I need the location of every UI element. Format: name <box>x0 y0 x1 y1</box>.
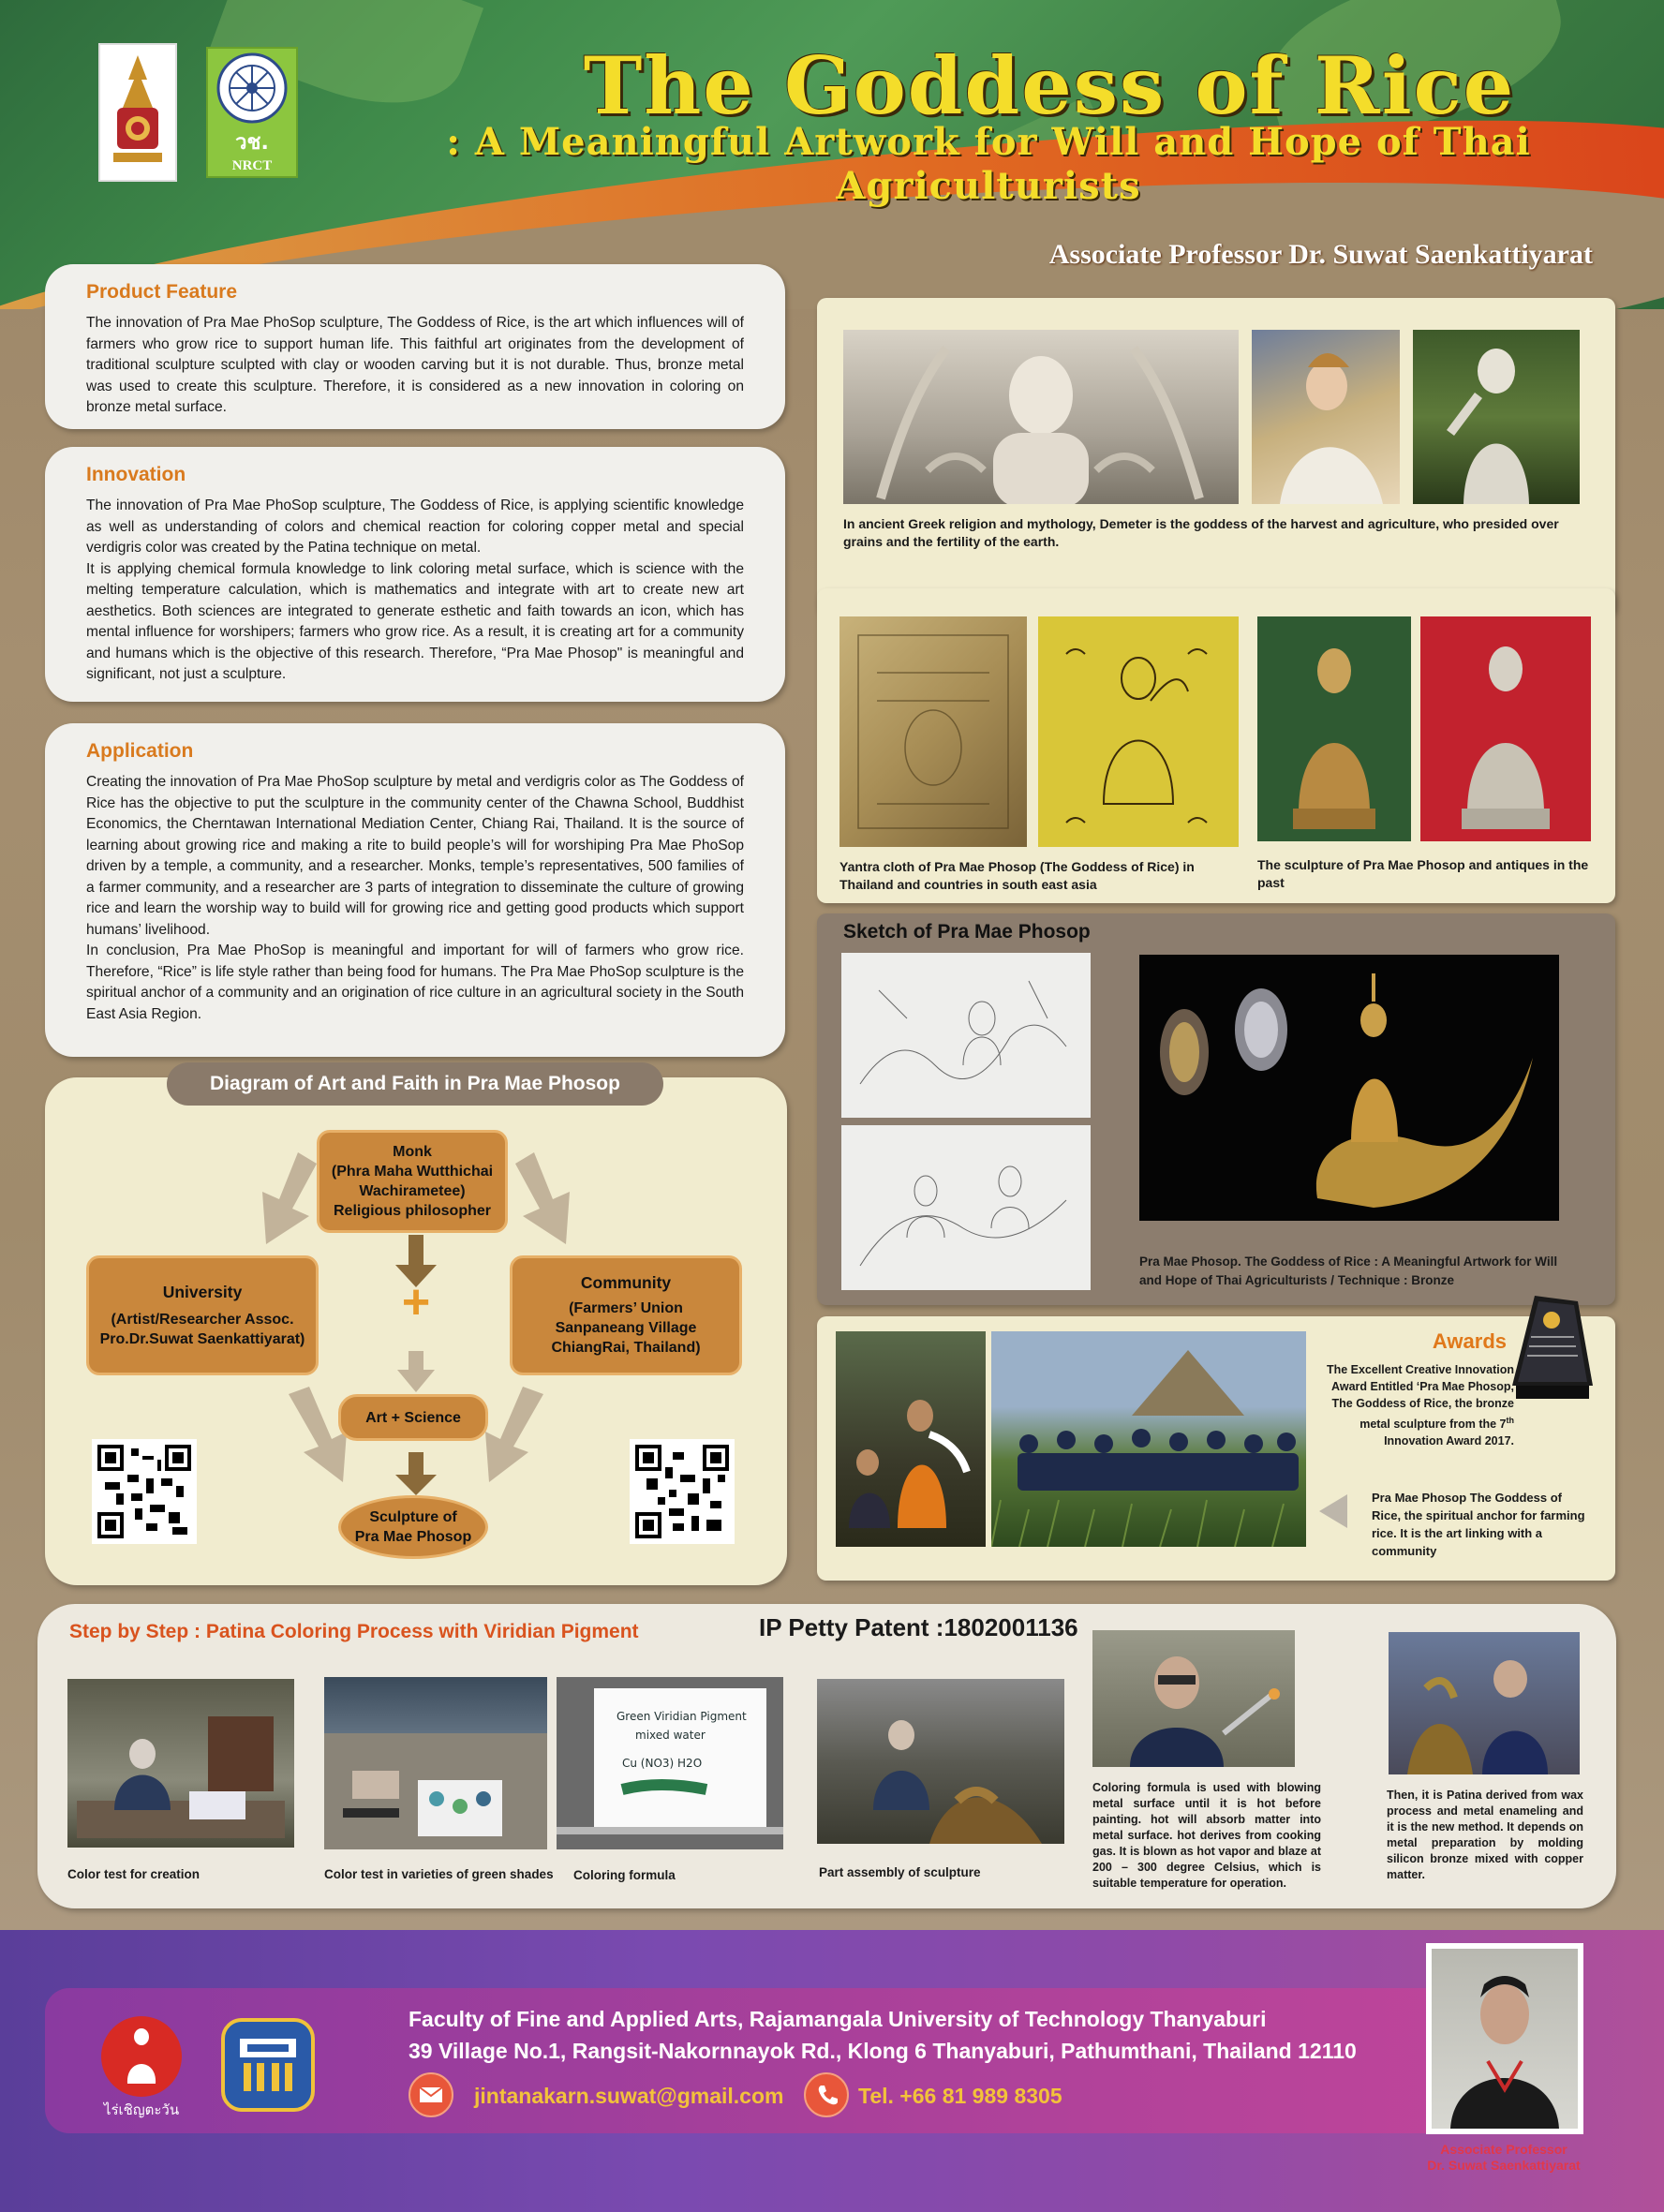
application-heading: Application <box>86 740 194 762</box>
step-photo-assembly <box>817 1679 1064 1844</box>
diagram-node-monk: Monk (Phra Maha Wutthichai Wachirametee) Religious philosopher <box>317 1130 508 1233</box>
product-feature-panel <box>45 264 785 429</box>
contact-email[interactable]: jintanakarn.suwat@gmail.com <box>474 2084 784 2108</box>
award-trophy-icon <box>1507 1292 1597 1408</box>
product-feature-heading: Product Feature <box>86 281 238 303</box>
rmutt-logo <box>98 43 177 182</box>
step-photo-formula <box>557 1677 783 1849</box>
innovation-panel <box>45 447 785 702</box>
phone-icon <box>804 2072 849 2117</box>
demeter-caption: In ancient Greek religion and mythology, Demeter is the goddess of the harvest and agriculture, who presided over grains and the fertility of the earth. <box>843 516 1559 549</box>
portrait-caption: Associate Professor Dr. Suwat Saenkattiyarat <box>1427 2142 1581 2173</box>
antique-caption: The sculpture of Pra Mae Phosop and antiques in the past <box>1257 857 1589 890</box>
awards-panel <box>817 1316 1615 1581</box>
antique-sculpture-photo-2 <box>1420 616 1591 841</box>
diagram-title: Diagram of Art and Faith in Pra Mae Phosop <box>167 1062 663 1106</box>
yantra-cloth-photo-2 <box>1038 616 1239 847</box>
nrct-logo <box>206 47 298 178</box>
nrct-logo-text: NRCT <box>231 158 273 173</box>
poster-subtitle: : A Meaningful Artwork for Will and Hope of Thai Agriculturists <box>446 120 1531 208</box>
rai-choen-tawan-caption: ไร่เชิญตะวัน <box>103 2101 180 2118</box>
yantra-cloth-photo-1 <box>839 616 1027 847</box>
patent-number: IP Petty Patent :1802001136 <box>759 1613 1078 1641</box>
footer-faculty: Faculty of Fine and Applied Arts, Rajamangala University of Technology Thanyaburi <box>409 2007 1267 2031</box>
email-icon <box>409 2072 453 2117</box>
product-feature-text: The innovation of Pra Mae PhoSop sculpture, The Goddess of Rice, is the art which influences will of farmers who grow rice to support human life. This faithful art originates from the development of traditional sculpture sculpted with clay or wooden carving but it is not durable. Thus, bronze metal was used to create this sculpture. Therefore, it is considered as a new innovation in coloring on bronze metal surface. <box>86 315 744 415</box>
sculpture-caption: Pra Mae Phosop. The Goddess of Rice : A Meaningful Artwork for Will and Hope of Thai Agriculturists / Technique : Bronze <box>1139 1254 1558 1287</box>
diagram-node-university: University (Artist/Researcher Assoc. Pro.Dr.Suwat Saenkattiyarat) <box>86 1255 319 1375</box>
step-caption-6: Then, it is Patina derived from wax process and metal enameling and it is the new method. It depends on metal preparation by molding silicon bronze mixed with copper matter. <box>1387 1789 1583 1881</box>
sketch-panel <box>817 913 1615 1305</box>
award-description: The Excellent Creative Innovation Award Entitled ‘Pra Mae Phosop, The Goddess of Rice, the bronze metal sculpture from the 7th Innovation Award 2017. <box>1326 1363 1514 1448</box>
contact-phone[interactable]: Tel. +66 81 989 8305 <box>858 2084 1062 2108</box>
step-caption-4: Part assembly of sculpture <box>819 1865 981 1879</box>
footer-address: 39 Village No.1, Rangsit-Nakornnayok Rd., Klong 6 Thanyaburi, Pathumthani, Thailand 12110 <box>409 2039 1357 2063</box>
step-caption-3: Coloring formula <box>573 1868 676 1882</box>
award-caption: Pra Mae Phosop The Goddess of Rice, the spiritual anchor for farming rice. It is the art linking with a community <box>1372 1491 1585 1558</box>
author-name: Associate Professor Dr. Suwat Saenkattiyarat <box>1048 239 1593 270</box>
diagram-plus: + <box>401 1275 431 1329</box>
step-caption-2: Color test in varieties of green shades <box>324 1867 554 1881</box>
bronze-sculpture-photo <box>1139 955 1559 1221</box>
yantra-caption: Yantra cloth of Pra Mae Phosop (The Goddess of Rice) in Thailand and countries in south east asia <box>839 859 1195 892</box>
buddhist-economics-logo <box>221 2018 315 2112</box>
demeter-panel <box>817 298 1615 615</box>
diagram-node-sculpture: Sculpture of Pra Mae Phosop <box>338 1495 488 1559</box>
step-caption-1: Color test for creation <box>67 1867 201 1881</box>
yantra-panel <box>817 588 1615 903</box>
sketch-drawing-2 <box>841 1125 1091 1290</box>
author-portrait-photo <box>1432 1949 1578 2129</box>
sketch-drawing-1 <box>841 953 1091 1118</box>
qr-code-right[interactable] <box>630 1439 735 1544</box>
demeter-statue-photo <box>1413 330 1580 504</box>
formula-note-1: Green Viridian Pigment <box>617 1710 747 1723</box>
poster-title: The Goddess of Rice <box>583 39 1516 132</box>
demeter-painting-photo <box>1252 330 1400 504</box>
innovation-text-2: It is applying chemical formula knowledge to link coloring metal surface, which is science with the melting temperature calculation, which is mathematics and integrate with art to create new art aesthetics. Both sciences are integrated to generate esthetic and faith towards an icon, which has mental influence for worshipers; farmers who grow rice. As a result, it is creating art for a community and humans which is the objective of this research. Therefore, “Pra Mae Phosop" is meaningful and significant, not just a sculpture. <box>86 560 744 682</box>
antique-sculpture-photo-1 <box>1257 616 1411 841</box>
step-photo-patina <box>1389 1632 1580 1774</box>
author-portrait-frame <box>1426 1943 1583 2134</box>
diagram-node-art-science: Art + Science <box>338 1394 488 1441</box>
diagram-node-community: Community (Farmers’ Union Sanpaneang Village ChiangRai, Thailand) <box>510 1255 742 1375</box>
step-caption-5: Coloring formula is used with blowing metal surface until it is hot before painting. hot will absorb matter into metal surface. hot derives from cooking gas. It is blown as hot vapor and blaze at 200 – 300 degree Celsius, which is suitable temperature for operation. <box>1092 1781 1321 1890</box>
diagram-panel <box>45 1073 787 1585</box>
application-text-2: In conclusion, Pra Mae PhoSop is meaningful and important for will of farmers who grow rice. Therefore, “Rice” is life style rather than being food for humans. The Pra Mae PhoSop sculpture is the spiritual anchor of a community and an origination of rice culture in an agricultural society in the South East Asia Region. <box>86 943 744 1022</box>
pointer-arrow-icon <box>1319 1494 1347 1528</box>
step-photo-blowing <box>1092 1630 1295 1767</box>
application-panel <box>45 723 785 1057</box>
formula-note-3: Cu (NO3) H2O <box>622 1757 703 1770</box>
steps-panel <box>37 1604 1616 1908</box>
awards-heading: Awards <box>1432 1329 1507 1353</box>
step-photo-color-test <box>67 1679 294 1848</box>
innovation-text-1: The innovation of Pra Mae PhoSop sculpture, The Goddess of Rice, is applying scientific knowledge as well as understanding of colors and chemical reaction for coloring copper metal and special verdigris color was created by the Patina technique on metal. <box>86 497 744 556</box>
application-text-1: Creating the innovation of Pra Mae PhoSop sculpture by metal and verdigris color as The Goddess of Rice has the objective to put the sculpture in the community center of the Chawna School, Buddhist Economics, the Cherntawan International Mediation Center, Chiang Rai, Thailand. It is the source of learning about growing rice and making a rite to build people’s will for worshiping Pra Mae PhoSop driven by a temple, a community, and a researcher. Monks, temple’s representatives, 500 families of a farmer community, and a researcher are 3 parts of integration to disseminate the culture of growing rice and learn the worship way to build will for growing rice and getting good products which support humans’ livelihood. <box>86 774 744 938</box>
steps-title: Step by Step : Patina Coloring Process with Viridian Pigment <box>69 1621 639 1642</box>
demeter-relief-photo <box>843 330 1239 504</box>
rai-choen-tawan-logo <box>101 2016 182 2097</box>
step-photo-green-shades <box>324 1677 547 1849</box>
qr-code-left[interactable] <box>92 1439 197 1544</box>
award-community-photo <box>991 1331 1306 1547</box>
award-monk-photo <box>836 1331 986 1547</box>
innovation-heading: Innovation <box>86 464 186 485</box>
nrct-logo-thai: วช. <box>235 131 269 155</box>
formula-note-2: mixed water <box>635 1729 706 1742</box>
sketch-heading: Sketch of Pra Mae Phosop <box>843 921 1091 943</box>
